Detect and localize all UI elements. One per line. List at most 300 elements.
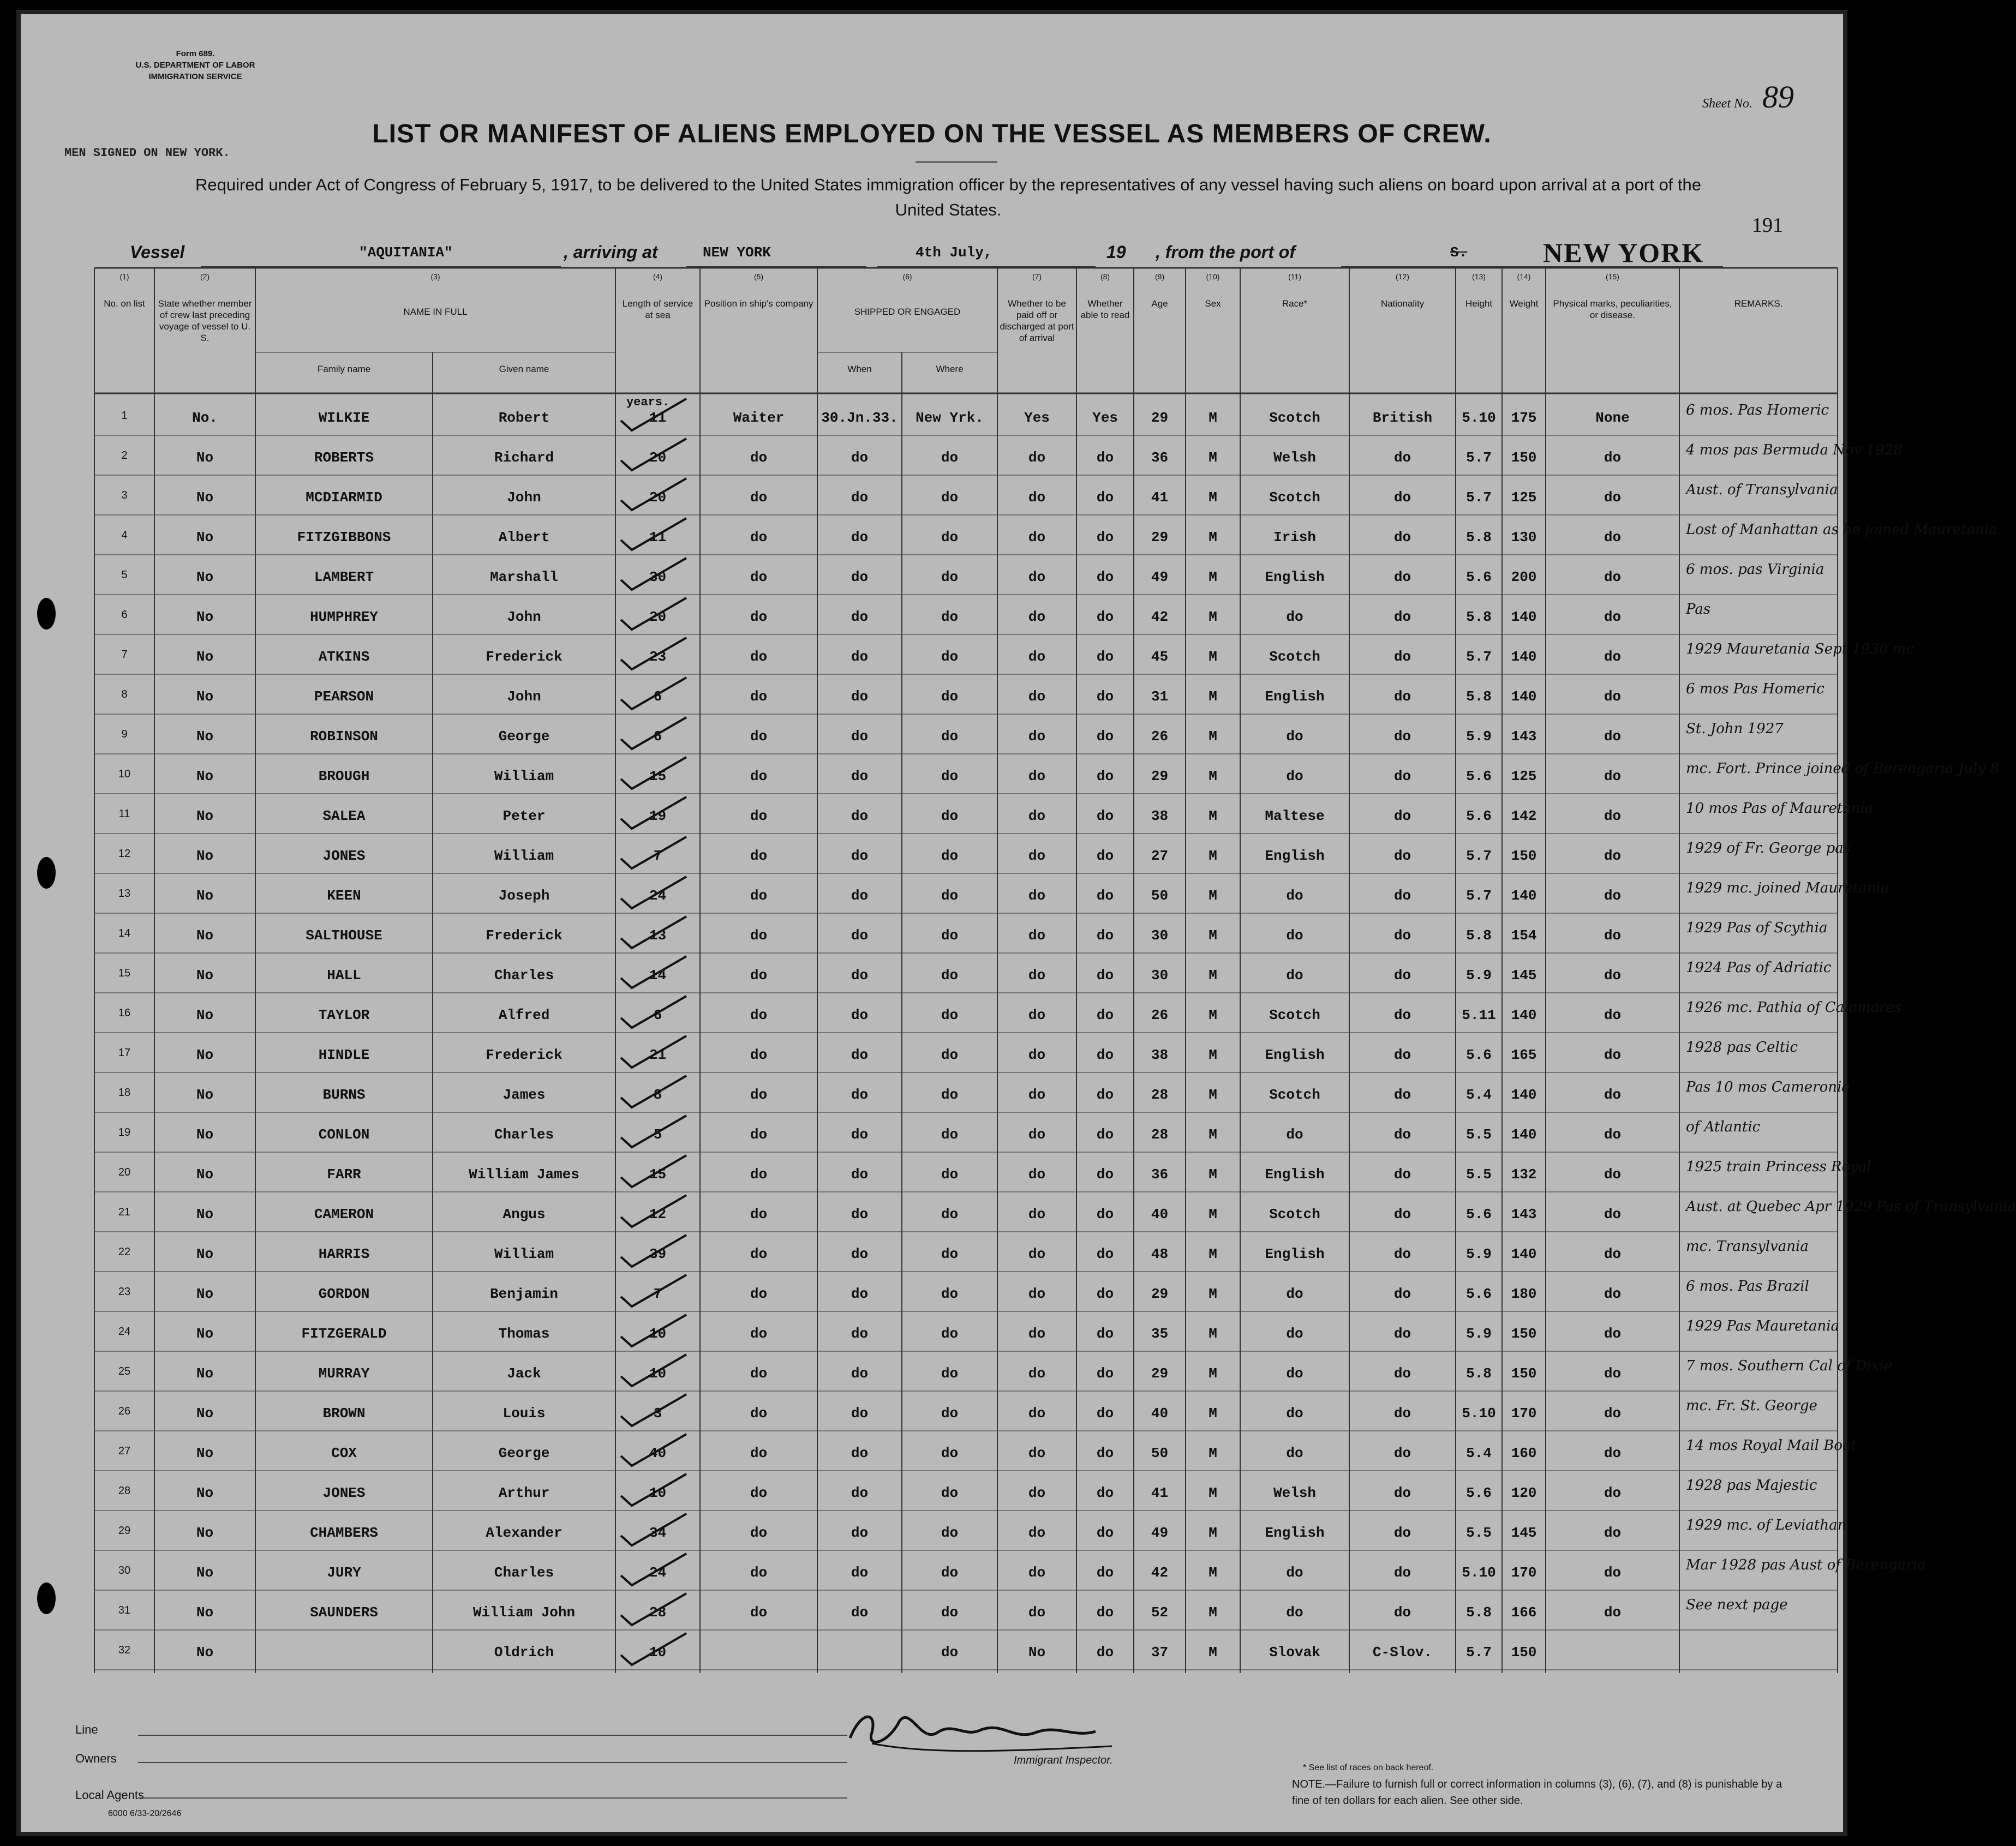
cell-paid: do bbox=[1028, 1126, 1046, 1143]
cell-given: George bbox=[498, 728, 550, 745]
cell-no: 26 bbox=[118, 1405, 131, 1417]
cell-where: New Yrk. bbox=[916, 410, 984, 426]
fine-note: NOTE.—Failure to furnish full or correct information in columns (3), (6), (7), and (8) is punishable by a fine of ten dollars for each alien. See other side. bbox=[1292, 1778, 1782, 1807]
cell-where: do bbox=[941, 1007, 959, 1023]
cell-where: do bbox=[941, 1604, 959, 1621]
cell-race: do bbox=[1286, 1604, 1303, 1621]
cell-family: BROUGH bbox=[318, 768, 370, 784]
cell-position: do bbox=[750, 1565, 768, 1581]
cell-sex: M bbox=[1209, 489, 1217, 506]
column-subheader: Family name bbox=[317, 364, 371, 374]
cell-nationality: do bbox=[1393, 1485, 1411, 1501]
cell-when: do bbox=[851, 1126, 869, 1143]
cell-read: do bbox=[1096, 1286, 1114, 1302]
cell-sex: M bbox=[1209, 1206, 1217, 1222]
cell-weight: 140 bbox=[1511, 688, 1537, 705]
cell-height: 5.11 bbox=[1462, 1007, 1496, 1023]
cell-height: 5.6 bbox=[1466, 1047, 1492, 1063]
handwritten-remark: 1929 Pas of Scythia bbox=[1686, 920, 1828, 936]
cell-when: do bbox=[851, 1087, 869, 1103]
cell-when: do bbox=[851, 927, 869, 944]
cell-family: JURY bbox=[327, 1565, 361, 1581]
cell-height: 5.7 bbox=[1466, 848, 1492, 864]
cell-position: do bbox=[750, 1405, 768, 1422]
cell-read: do bbox=[1096, 1206, 1114, 1222]
cell-nationality: do bbox=[1393, 1525, 1411, 1541]
cell-prev: No bbox=[196, 1565, 214, 1581]
cell-paid: do bbox=[1028, 768, 1046, 784]
cell-no: 15 bbox=[118, 967, 131, 979]
cell-read: do bbox=[1096, 1445, 1114, 1461]
cell-position: do bbox=[750, 1126, 768, 1143]
cell-when: do bbox=[851, 1166, 869, 1183]
cell-sex: M bbox=[1209, 848, 1217, 864]
cell-sex: M bbox=[1209, 449, 1217, 466]
cell-where: do bbox=[941, 1246, 959, 1262]
column-number: (10) bbox=[1206, 272, 1220, 281]
cell-where: do bbox=[941, 967, 959, 984]
cell-marks: do bbox=[1604, 649, 1622, 665]
cell-given: Jack bbox=[507, 1365, 541, 1382]
cell-given: John bbox=[507, 688, 541, 705]
cell-height: 5.8 bbox=[1466, 927, 1492, 944]
cell-where: do bbox=[941, 808, 959, 824]
race-footnote: * See list of races on back hereof. bbox=[1303, 1763, 1434, 1772]
cell-race: do bbox=[1286, 1286, 1303, 1302]
cell-family: HUMPHREY bbox=[310, 609, 378, 625]
cell-service: 7 bbox=[653, 848, 662, 864]
cell-marks: do bbox=[1604, 1206, 1622, 1222]
cell-sex: M bbox=[1209, 1126, 1217, 1143]
column-number: (2) bbox=[200, 272, 210, 281]
arriving-port: NEW YORK bbox=[703, 244, 771, 261]
cell-service: 3 bbox=[653, 1405, 662, 1422]
cell-nationality: do bbox=[1393, 1007, 1411, 1023]
cell-read: do bbox=[1096, 569, 1114, 585]
cell-nationality: do bbox=[1393, 1047, 1411, 1063]
column-number: (1) bbox=[119, 272, 129, 281]
cell-where: do bbox=[941, 1087, 959, 1103]
cell-paid: do bbox=[1028, 728, 1046, 745]
print-code: 6000 6/33-20/2646 bbox=[108, 1809, 182, 1818]
cell-prev: No bbox=[196, 848, 214, 864]
column-number: (11) bbox=[1288, 272, 1301, 281]
handwritten-remark: 1926 mc. Pathia of Calamares bbox=[1686, 999, 1902, 1016]
cell-height: 5.7 bbox=[1466, 1644, 1492, 1661]
cell-race: do bbox=[1286, 1565, 1303, 1581]
cell-prev: No bbox=[196, 728, 214, 745]
cell-height: 5.5 bbox=[1466, 1525, 1492, 1541]
cell-prev: No bbox=[196, 1007, 214, 1023]
cell-marks: do bbox=[1604, 569, 1622, 585]
handwritten-remark: 1929 mc. of Leviathan bbox=[1686, 1517, 1847, 1533]
cell-marks: do bbox=[1604, 1166, 1622, 1183]
cell-weight: 145 bbox=[1511, 967, 1537, 984]
cell-marks: do bbox=[1604, 1405, 1622, 1422]
cell-nationality: do bbox=[1393, 449, 1411, 466]
cell-weight: 154 bbox=[1511, 927, 1537, 944]
cell-sex: M bbox=[1209, 967, 1217, 984]
cell-marks: do bbox=[1604, 688, 1622, 705]
cell-family: COX bbox=[331, 1445, 357, 1461]
cell-no: 24 bbox=[118, 1326, 131, 1338]
cell-height: 5.5 bbox=[1466, 1166, 1492, 1183]
cell-service: 7 bbox=[653, 1286, 662, 1302]
cell-position: do bbox=[750, 1485, 768, 1501]
cell-marks: do bbox=[1604, 529, 1622, 546]
cell-family: SALEA bbox=[322, 808, 366, 824]
cell-age: 27 bbox=[1151, 848, 1169, 864]
cell-when: do bbox=[851, 808, 869, 824]
cell-where: do bbox=[941, 1047, 959, 1063]
cell-age: 29 bbox=[1151, 529, 1169, 546]
cell-height: 5.9 bbox=[1466, 1246, 1492, 1262]
cell-age: 29 bbox=[1151, 410, 1169, 426]
cell-where: do bbox=[941, 529, 959, 546]
cell-where: do bbox=[941, 728, 959, 745]
cell-family: FARR bbox=[327, 1166, 361, 1183]
cell-given: Peter bbox=[502, 808, 546, 824]
cell-where: do bbox=[941, 1445, 959, 1461]
handwritten-remark: 1928 pas Celtic bbox=[1686, 1039, 1798, 1056]
cell-weight: 140 bbox=[1511, 649, 1537, 665]
cell-nationality: do bbox=[1393, 1604, 1411, 1621]
cell-race: Scotch bbox=[1269, 1007, 1320, 1023]
cell-age: 38 bbox=[1151, 1047, 1169, 1063]
cell-family: CHAMBERS bbox=[310, 1525, 378, 1541]
cell-prev: No bbox=[196, 1644, 214, 1661]
column-subheader: Given name bbox=[499, 364, 549, 374]
handwritten-remark: of Atlantic bbox=[1686, 1119, 1761, 1135]
cell-race: do bbox=[1286, 927, 1303, 944]
cell-where: do bbox=[941, 1206, 959, 1222]
arriving-label: , arriving at bbox=[564, 242, 658, 262]
cell-weight: 140 bbox=[1511, 609, 1537, 625]
cell-race: English bbox=[1265, 1525, 1325, 1541]
handwritten-remark: Pas 10 mos Cameronia bbox=[1686, 1079, 1850, 1095]
cell-service: 10 bbox=[649, 1326, 667, 1342]
cell-paid: do bbox=[1028, 1405, 1046, 1422]
cell-weight: 125 bbox=[1511, 768, 1537, 784]
cell-where: do bbox=[941, 1286, 959, 1302]
cell-given: Louis bbox=[502, 1405, 546, 1422]
cell-position: do bbox=[750, 529, 768, 546]
cell-service: 10 bbox=[649, 1485, 667, 1501]
cell-no: 27 bbox=[118, 1445, 131, 1457]
cell-paid: do bbox=[1028, 927, 1046, 944]
column-header: Physical marks, peculiarities, or disease. bbox=[1553, 298, 1672, 320]
cell-no: 5 bbox=[121, 569, 128, 581]
cell-prev: No bbox=[196, 449, 214, 466]
cell-given: Charles bbox=[494, 967, 554, 984]
handwritten-remark: 6 mos. pas Virginia bbox=[1686, 561, 1824, 578]
cell-sex: M bbox=[1209, 1246, 1217, 1262]
line-label: Line bbox=[75, 1723, 98, 1736]
column-header: NAME IN FULL bbox=[403, 307, 468, 317]
cell-nationality: do bbox=[1393, 768, 1411, 784]
cell-paid: do bbox=[1028, 1604, 1046, 1621]
cell-prev: No bbox=[196, 1365, 214, 1382]
cell-read: do bbox=[1096, 1326, 1114, 1342]
cell-age: 45 bbox=[1151, 649, 1169, 665]
cell-given: William James bbox=[469, 1166, 579, 1183]
cell-nationality: do bbox=[1393, 927, 1411, 944]
cell-weight: 140 bbox=[1511, 888, 1537, 904]
cell-no: 28 bbox=[118, 1485, 131, 1497]
cell-height: 5.4 bbox=[1466, 1087, 1492, 1103]
cell-age: 29 bbox=[1151, 768, 1169, 784]
cell-service: 14 bbox=[649, 967, 667, 984]
handwritten-remark: 6 mos. Pas Homeric bbox=[1686, 402, 1829, 418]
cell-when: do bbox=[851, 1525, 869, 1541]
cell-when: do bbox=[851, 649, 869, 665]
cell-no: 25 bbox=[118, 1365, 131, 1377]
cell-weight: 130 bbox=[1511, 529, 1537, 546]
cell-position: do bbox=[750, 1087, 768, 1103]
cell-weight: 140 bbox=[1511, 1087, 1537, 1103]
column-number: (7) bbox=[1032, 272, 1042, 281]
cell-given: Angus bbox=[502, 1206, 546, 1222]
cell-age: 26 bbox=[1151, 1007, 1169, 1023]
cell-paid: do bbox=[1028, 449, 1046, 466]
cell-given: William bbox=[494, 1246, 554, 1262]
cell-paid: do bbox=[1028, 489, 1046, 506]
page-title: LIST OR MANIFEST OF ALIENS EMPLOYED ON THE VESSEL AS MEMBERS OF CREW. bbox=[372, 119, 1492, 148]
cell-when: do bbox=[851, 449, 869, 466]
inspector-signature bbox=[839, 1700, 1123, 1760]
cell-sex: M bbox=[1209, 927, 1217, 944]
cell-position: do bbox=[750, 489, 768, 506]
cell-service: 24 bbox=[649, 888, 667, 904]
cell-where: do bbox=[941, 688, 959, 705]
cell-height: 5.8 bbox=[1466, 1604, 1492, 1621]
footnote bbox=[1292, 1760, 1794, 1809]
cell-race: Scotch bbox=[1269, 649, 1320, 665]
cell-age: 35 bbox=[1151, 1326, 1169, 1342]
cell-read: do bbox=[1096, 808, 1114, 824]
cell-service: 30 bbox=[649, 569, 667, 585]
cell-sex: M bbox=[1209, 728, 1217, 745]
cell-family: MCDIARMID bbox=[306, 489, 382, 506]
cell-nationality: do bbox=[1393, 1126, 1411, 1143]
handwritten-remark: 6 mos Pas Homeric bbox=[1686, 681, 1824, 697]
cell-paid: do bbox=[1028, 1047, 1046, 1063]
cell-when: do bbox=[851, 768, 869, 784]
cell-nationality: do bbox=[1393, 1445, 1411, 1461]
cell-marks: do bbox=[1604, 967, 1622, 984]
cell-service: 6 bbox=[653, 688, 662, 705]
cell-no: 22 bbox=[118, 1246, 131, 1258]
handwritten-remark: Pas bbox=[1686, 601, 1711, 618]
column-header: Length of service at sea bbox=[622, 298, 693, 320]
cell-paid: do bbox=[1028, 1365, 1046, 1382]
cell-family: BROWN bbox=[322, 1405, 366, 1422]
cell-race: Irish bbox=[1273, 529, 1316, 546]
cell-position: do bbox=[750, 1166, 768, 1183]
cell-race: Welsh bbox=[1273, 449, 1316, 466]
cell-position: do bbox=[750, 848, 768, 864]
column-number: (14) bbox=[1517, 272, 1531, 281]
cell-sex: M bbox=[1209, 1326, 1217, 1342]
cell-nationality: do bbox=[1393, 688, 1411, 705]
cell-given: William bbox=[494, 848, 554, 864]
cell-marks: do bbox=[1604, 848, 1622, 864]
cell-read: do bbox=[1096, 1565, 1114, 1581]
cell-nationality: do bbox=[1393, 569, 1411, 585]
cell-given: Thomas bbox=[498, 1326, 550, 1342]
cell-position: do bbox=[750, 728, 768, 745]
cell-marks: do bbox=[1604, 808, 1622, 824]
cell-family: FITZGIBBONS bbox=[297, 529, 391, 546]
cell-sex: M bbox=[1209, 1405, 1217, 1422]
cell-family: SAUNDERS bbox=[310, 1604, 378, 1621]
cell-when: do bbox=[851, 1206, 869, 1222]
cell-nationality: do bbox=[1393, 1365, 1411, 1382]
cell-read: do bbox=[1096, 449, 1114, 466]
cell-read: do bbox=[1096, 1007, 1114, 1023]
cell-height: 5.8 bbox=[1466, 529, 1492, 546]
column-header: Whether able to read bbox=[1080, 298, 1130, 320]
cell-prev: No bbox=[196, 1246, 214, 1262]
cell-paid: do bbox=[1028, 1087, 1046, 1103]
cell-where: do bbox=[941, 649, 959, 665]
cell-service: 11 bbox=[649, 410, 667, 426]
cell-sex: M bbox=[1209, 1445, 1217, 1461]
cell-where: do bbox=[941, 888, 959, 904]
handwritten-remark: mc. Fr. St. George bbox=[1686, 1398, 1817, 1414]
cell-where: do bbox=[941, 609, 959, 625]
cell-age: 30 bbox=[1151, 967, 1169, 984]
handwritten-remark: 1929 Pas Mauretania bbox=[1686, 1318, 1840, 1334]
cell-no: 14 bbox=[118, 927, 131, 939]
cell-given: Oldrich bbox=[494, 1644, 554, 1661]
cell-given: William John bbox=[472, 1604, 576, 1621]
handwritten-remark: 4 mos pas Bermuda Nov 1928 bbox=[1686, 442, 1903, 458]
column-header: REMARKS. bbox=[1734, 298, 1783, 309]
cell-position: do bbox=[750, 967, 768, 984]
cell-when: do bbox=[851, 529, 869, 546]
cell-family: PEARSON bbox=[314, 688, 374, 705]
cell-marks: do bbox=[1604, 1007, 1622, 1023]
cell-paid: do bbox=[1028, 1007, 1046, 1023]
page-number: 191 bbox=[1752, 214, 1783, 237]
cell-position: do bbox=[750, 1525, 768, 1541]
form-service: IMMIGRATION SERVICE bbox=[148, 72, 242, 81]
cell-read: do bbox=[1096, 927, 1114, 944]
cell-prev: No bbox=[196, 569, 214, 585]
cell-given: Joseph bbox=[498, 888, 550, 904]
cell-race: English bbox=[1265, 1166, 1325, 1183]
cell-marks: do bbox=[1604, 888, 1622, 904]
cell-when: do bbox=[851, 1047, 869, 1063]
cell-service: 34 bbox=[649, 1525, 667, 1541]
column-header: Nationality bbox=[1380, 298, 1425, 309]
cell-position: Waiter bbox=[733, 410, 785, 426]
cell-read: do bbox=[1096, 1405, 1114, 1422]
cell-prev: No bbox=[196, 529, 214, 546]
cell-age: 29 bbox=[1151, 1286, 1169, 1302]
cell-position: do bbox=[750, 888, 768, 904]
cell-sex: M bbox=[1209, 1047, 1217, 1063]
cell-sex: M bbox=[1209, 1485, 1217, 1501]
cell-prev: No bbox=[196, 768, 214, 784]
cell-given: Charles bbox=[494, 1565, 554, 1581]
cell-service: 24 bbox=[649, 1565, 667, 1581]
cell-race: English bbox=[1265, 1246, 1325, 1262]
form-number: Form 689. bbox=[176, 49, 215, 58]
cell-when: do bbox=[851, 1604, 869, 1621]
cell-paid: do bbox=[1028, 848, 1046, 864]
cell-read: do bbox=[1096, 649, 1114, 665]
cell-when: do bbox=[851, 1365, 869, 1382]
cell-race: do bbox=[1286, 1326, 1303, 1342]
cell-given: William bbox=[494, 768, 554, 784]
cell-sex: M bbox=[1209, 688, 1217, 705]
cell-race: do bbox=[1286, 1405, 1303, 1422]
cell-no: 23 bbox=[118, 1286, 131, 1298]
cell-given: Frederick bbox=[486, 649, 563, 665]
owners-label: Owners bbox=[75, 1752, 117, 1765]
cell-weight: 166 bbox=[1511, 1604, 1537, 1621]
cell-when: do bbox=[851, 1246, 869, 1262]
cell-when: do bbox=[851, 1326, 869, 1342]
handwritten-remark: 1925 train Princess Royal bbox=[1686, 1159, 1871, 1175]
cell-family: KEEN bbox=[327, 888, 361, 904]
cell-family: FITZGERALD bbox=[301, 1326, 387, 1342]
handwritten-remark: Lost of Manhattan as he joined Mauretania bbox=[1686, 522, 1997, 538]
cell-read: do bbox=[1096, 1525, 1114, 1541]
cell-height: 5.6 bbox=[1466, 808, 1492, 824]
cell-given: Arthur bbox=[498, 1485, 550, 1501]
cell-race: Slovak bbox=[1269, 1644, 1320, 1661]
cell-weight: 120 bbox=[1511, 1485, 1537, 1501]
column-header: State whether member of crew last preceding voyage of vessel to U. S. bbox=[158, 298, 252, 343]
cell-no: 20 bbox=[118, 1166, 131, 1178]
cell-nationality: do bbox=[1393, 1166, 1411, 1183]
cell-prev: No bbox=[196, 967, 214, 984]
cell-weight: 165 bbox=[1511, 1047, 1537, 1063]
cell-nationality: British bbox=[1372, 410, 1433, 426]
cell-family: TAYLOR bbox=[318, 1007, 370, 1023]
cell-prev: No bbox=[196, 609, 214, 625]
cell-sex: M bbox=[1209, 569, 1217, 585]
column-number: (15) bbox=[1606, 272, 1619, 281]
cell-service: 19 bbox=[649, 808, 667, 824]
cell-given: Frederick bbox=[486, 1047, 563, 1063]
cell-position: do bbox=[750, 1246, 768, 1262]
cell-marks: do bbox=[1604, 1485, 1622, 1501]
cell-height: 5.7 bbox=[1466, 449, 1492, 466]
cell-sex: M bbox=[1209, 1007, 1217, 1023]
cell-family: CAMERON bbox=[314, 1206, 374, 1222]
handwritten-remark: 1929 Mauretania Sept 1930 mc bbox=[1686, 641, 1915, 657]
cell-paid: do bbox=[1028, 1166, 1046, 1183]
cell-when: do bbox=[851, 728, 869, 745]
cell-age: 28 bbox=[1151, 1087, 1169, 1103]
column-header: Height bbox=[1465, 298, 1493, 309]
cell-race: do bbox=[1286, 1445, 1303, 1461]
cell-age: 36 bbox=[1151, 1166, 1169, 1183]
cell-when: do bbox=[851, 609, 869, 625]
cell-given: Benjamin bbox=[490, 1286, 558, 1302]
handwritten-remark: 6 mos. Pas Brazil bbox=[1686, 1278, 1809, 1294]
manifest-sheet bbox=[16, 10, 2016, 1836]
cell-read: do bbox=[1096, 888, 1114, 904]
cell-where: do bbox=[941, 1565, 959, 1581]
cell-weight: 132 bbox=[1511, 1166, 1537, 1183]
cell-paid: do bbox=[1028, 1326, 1046, 1342]
cell-prev: No bbox=[196, 688, 214, 705]
